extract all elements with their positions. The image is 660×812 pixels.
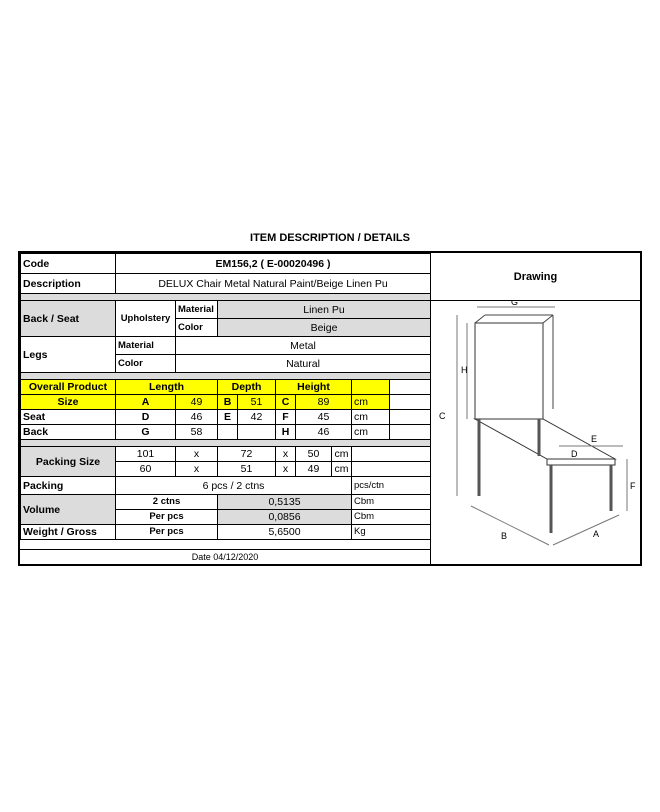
dim-c-value: 89 [296,395,352,410]
legs-material-value: Metal [176,337,431,355]
seat-f-key: F [276,410,296,425]
overall-size-label-2: Size [21,395,116,410]
date-footer: Date 04/12/2020 [20,549,430,564]
description-label: Description [21,274,116,294]
dim-c-key: C [276,395,296,410]
seat-label: Seat [21,410,116,425]
legs-color-label: Color [116,355,176,373]
pack2-x2: x [276,462,296,477]
upholstery-label: Upholstery [116,301,176,337]
chair-diagram [431,301,639,563]
label-g: G [511,301,519,307]
pack1-w: 72 [218,447,276,462]
back-material-label: Material [176,301,218,319]
dim-b-value: 51 [238,395,276,410]
height-header: Height [276,380,352,395]
pack2-l: 60 [116,462,176,477]
drawing-title: Drawing [431,253,640,301]
weight-value: 5,6500 [218,525,352,540]
back-seat-label: Back / Seat [21,301,116,337]
back-material-value: Linen Pu [218,301,431,319]
dim-a-key: A [116,395,176,410]
dim-b-key: B [218,395,238,410]
legs-label: Legs [21,337,116,373]
seat-f-value: 45 [296,410,352,425]
seat-d-value: 46 [176,410,218,425]
label-e: E [591,434,598,444]
pack1-h: 50 [296,447,332,462]
packing-size-label: Packing Size [21,447,116,477]
volume-sub1: 2 ctns [116,495,218,510]
label-d: D [571,449,578,459]
legs-color-value: Natural [176,355,431,373]
pack1-x1: x [176,447,218,462]
back-h-key: H [276,425,296,440]
label-a: A [593,529,600,539]
pack2-unit: cm [332,462,352,477]
back-unit: cm [352,425,390,440]
volume-val1: 0,5135 [218,495,352,510]
weight-label: Weight / Gross [21,525,116,540]
description-value: DELUX Chair Metal Natural Paint/Beige Linen Pu [116,274,431,294]
label-f: F [630,481,636,491]
drawing-panel [430,253,640,564]
pack1-x2: x [276,447,296,462]
back-h-value: 46 [296,425,352,440]
packing-label: Packing [21,477,116,495]
label-h: H [461,365,468,375]
dim-a-value: 49 [176,395,218,410]
weight-sub: Per pcs [116,525,218,540]
legs-material-label: Material [116,337,176,355]
details-table [20,253,431,540]
pack2-h: 49 [296,462,332,477]
page-title: ITEM DESCRIPTION / DETAILS [250,232,410,244]
label-c: C [439,411,446,421]
depth-header: Depth [218,380,276,395]
label-b: B [501,531,508,541]
seat-e-value: 42 [238,410,276,425]
back-g-key: G [116,425,176,440]
back-color-value: Beige [218,319,431,337]
back-color-label: Color [176,319,218,337]
item-sheet [18,251,642,566]
overall-size-label-1: Overall Product [21,380,116,395]
seat-d-key: D [116,410,176,425]
weight-unit: Kg [352,525,431,540]
volume-label: Volume [21,495,116,525]
packing-unit: pcs/ctn [352,477,431,495]
back-label: Back [21,425,116,440]
volume-sub2: Per pcs [116,510,218,525]
packing-value: 6 pcs / 2 ctns [116,477,352,495]
volume-unit1: Cbm [352,495,431,510]
seat-e-key: E [218,410,238,425]
length-header: Length [116,380,218,395]
pack1-unit: cm [332,447,352,462]
back-g-value: 58 [176,425,218,440]
volume-val2: 0,0856 [218,510,352,525]
code-label: Code [21,254,116,274]
code-value: EM156,2 ( E-00020496 ) [116,254,431,274]
dim-unit: cm [352,395,390,410]
pack2-x1: x [176,462,218,477]
pack1-l: 101 [116,447,176,462]
pack2-w: 51 [218,462,276,477]
volume-unit2: Cbm [352,510,431,525]
seat-unit: cm [352,410,390,425]
